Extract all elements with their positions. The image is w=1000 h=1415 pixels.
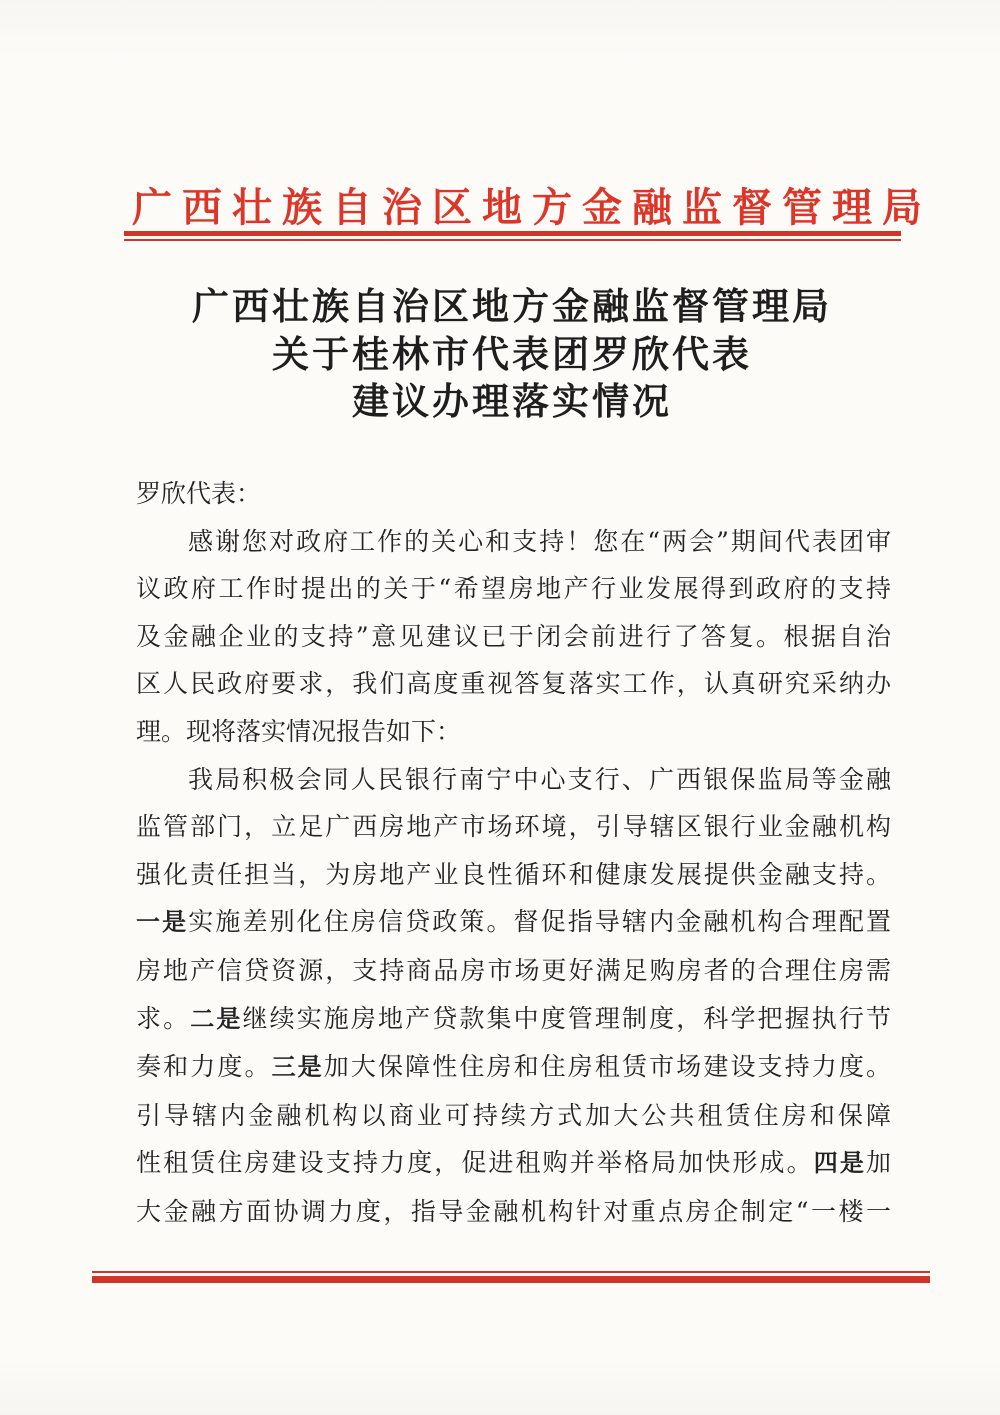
body-line: [136, 708, 891, 756]
body-text-segment: 理。现将落实情况报告如下：: [136, 716, 462, 746]
body-text-segment: 我局积极会同人民银行南宁中心支行、广西银保监局等金融: [188, 764, 891, 794]
body-text-segment: 强化责任担当，为房地产业良性循环和健康发展提供金融支持。: [136, 859, 891, 889]
body-text-segment: 及金融企业的支持”意见建议已于闭会前进行了答复。根据自治: [136, 621, 891, 651]
body-text-segment: 引导辖内金融机构以商业可持续方式加大公共租赁住房和保障: [136, 1100, 891, 1130]
body-line: [136, 1043, 891, 1092]
body-text-segment: 加大保障性住房和住房租赁市场建设支持力度。: [323, 1052, 891, 1082]
body-line: [136, 1092, 891, 1140]
body-line: [136, 565, 891, 613]
body-line: [136, 995, 891, 1044]
body-text-segment: 奏和力度。: [136, 1052, 272, 1082]
letterhead-rule-thin: [124, 239, 901, 241]
body-text-segment: 监管部门，立足广西房地产市场环境，引导辖区银行业金融机构: [136, 812, 891, 842]
body-text-segment: 加: [866, 1148, 892, 1178]
body-line: [136, 1139, 891, 1188]
emphasis-marker-text: 三是: [271, 1053, 324, 1082]
document-title: [122, 283, 902, 426]
document-body: [136, 470, 891, 1236]
body-text-segment: 性租赁住房建设支持力度，促进租购并举格局加快形成。: [136, 1148, 814, 1178]
body-text-segment: 区人民政府要求，我们高度重视答复落实工作，认真研究采纳办: [136, 669, 891, 699]
body-text-segment: 房地产信贷资源，支持商品房市场更好满足购房者的合理住房需: [136, 955, 891, 985]
body-text-segment: 罗欣代表：: [136, 479, 262, 508]
body-text-segment: 议政府工作时提出的关于“希望房地产行业发展得到政府的支持: [136, 574, 891, 604]
body-text-segment: 感谢您对政府工作的关心和支持！您在“两会”期间代表团审: [188, 526, 891, 556]
body-line: [136, 756, 891, 804]
body-text-segment: 继续实施房地产贷款集中度管理制度，科学把握执行节: [242, 1003, 891, 1033]
body-line: [136, 660, 891, 708]
title-line-1: 广西壮族自治区地方金融监督管理局: [192, 284, 832, 328]
letterhead-agency-name: 广西壮族自治区地方金融监督管理局: [132, 184, 932, 231]
emphasis-marker-text: 四是: [813, 1149, 866, 1178]
body-line: [136, 470, 891, 518]
body-line: [136, 613, 891, 661]
body-text-segment: 实施差别化住房信贷政策。督促指导辖内金融机构合理配置: [188, 907, 892, 937]
body-line: [136, 851, 891, 899]
body-text-segment: 求。: [136, 1003, 191, 1033]
body-line: [136, 1188, 891, 1236]
title-line-2: 关于桂林市代表团罗欣代表: [272, 331, 752, 376]
emphasis-marker-text: 一是: [136, 908, 189, 937]
footer-rule-thin: [92, 1271, 930, 1273]
body-text-segment: 大金融方面协调力度，指导金融机构针对重点房企制定“一楼一: [136, 1196, 891, 1226]
letterhead-rule-thick: [124, 231, 901, 236]
footer-rule-thick: [92, 1276, 930, 1283]
body-line: [136, 947, 891, 995]
title-line-3: 建议办理落实情况: [352, 379, 672, 423]
body-line: [136, 803, 891, 851]
emphasis-marker-text: 二是: [190, 1004, 243, 1033]
body-line: [136, 518, 891, 566]
body-line: [136, 898, 891, 947]
